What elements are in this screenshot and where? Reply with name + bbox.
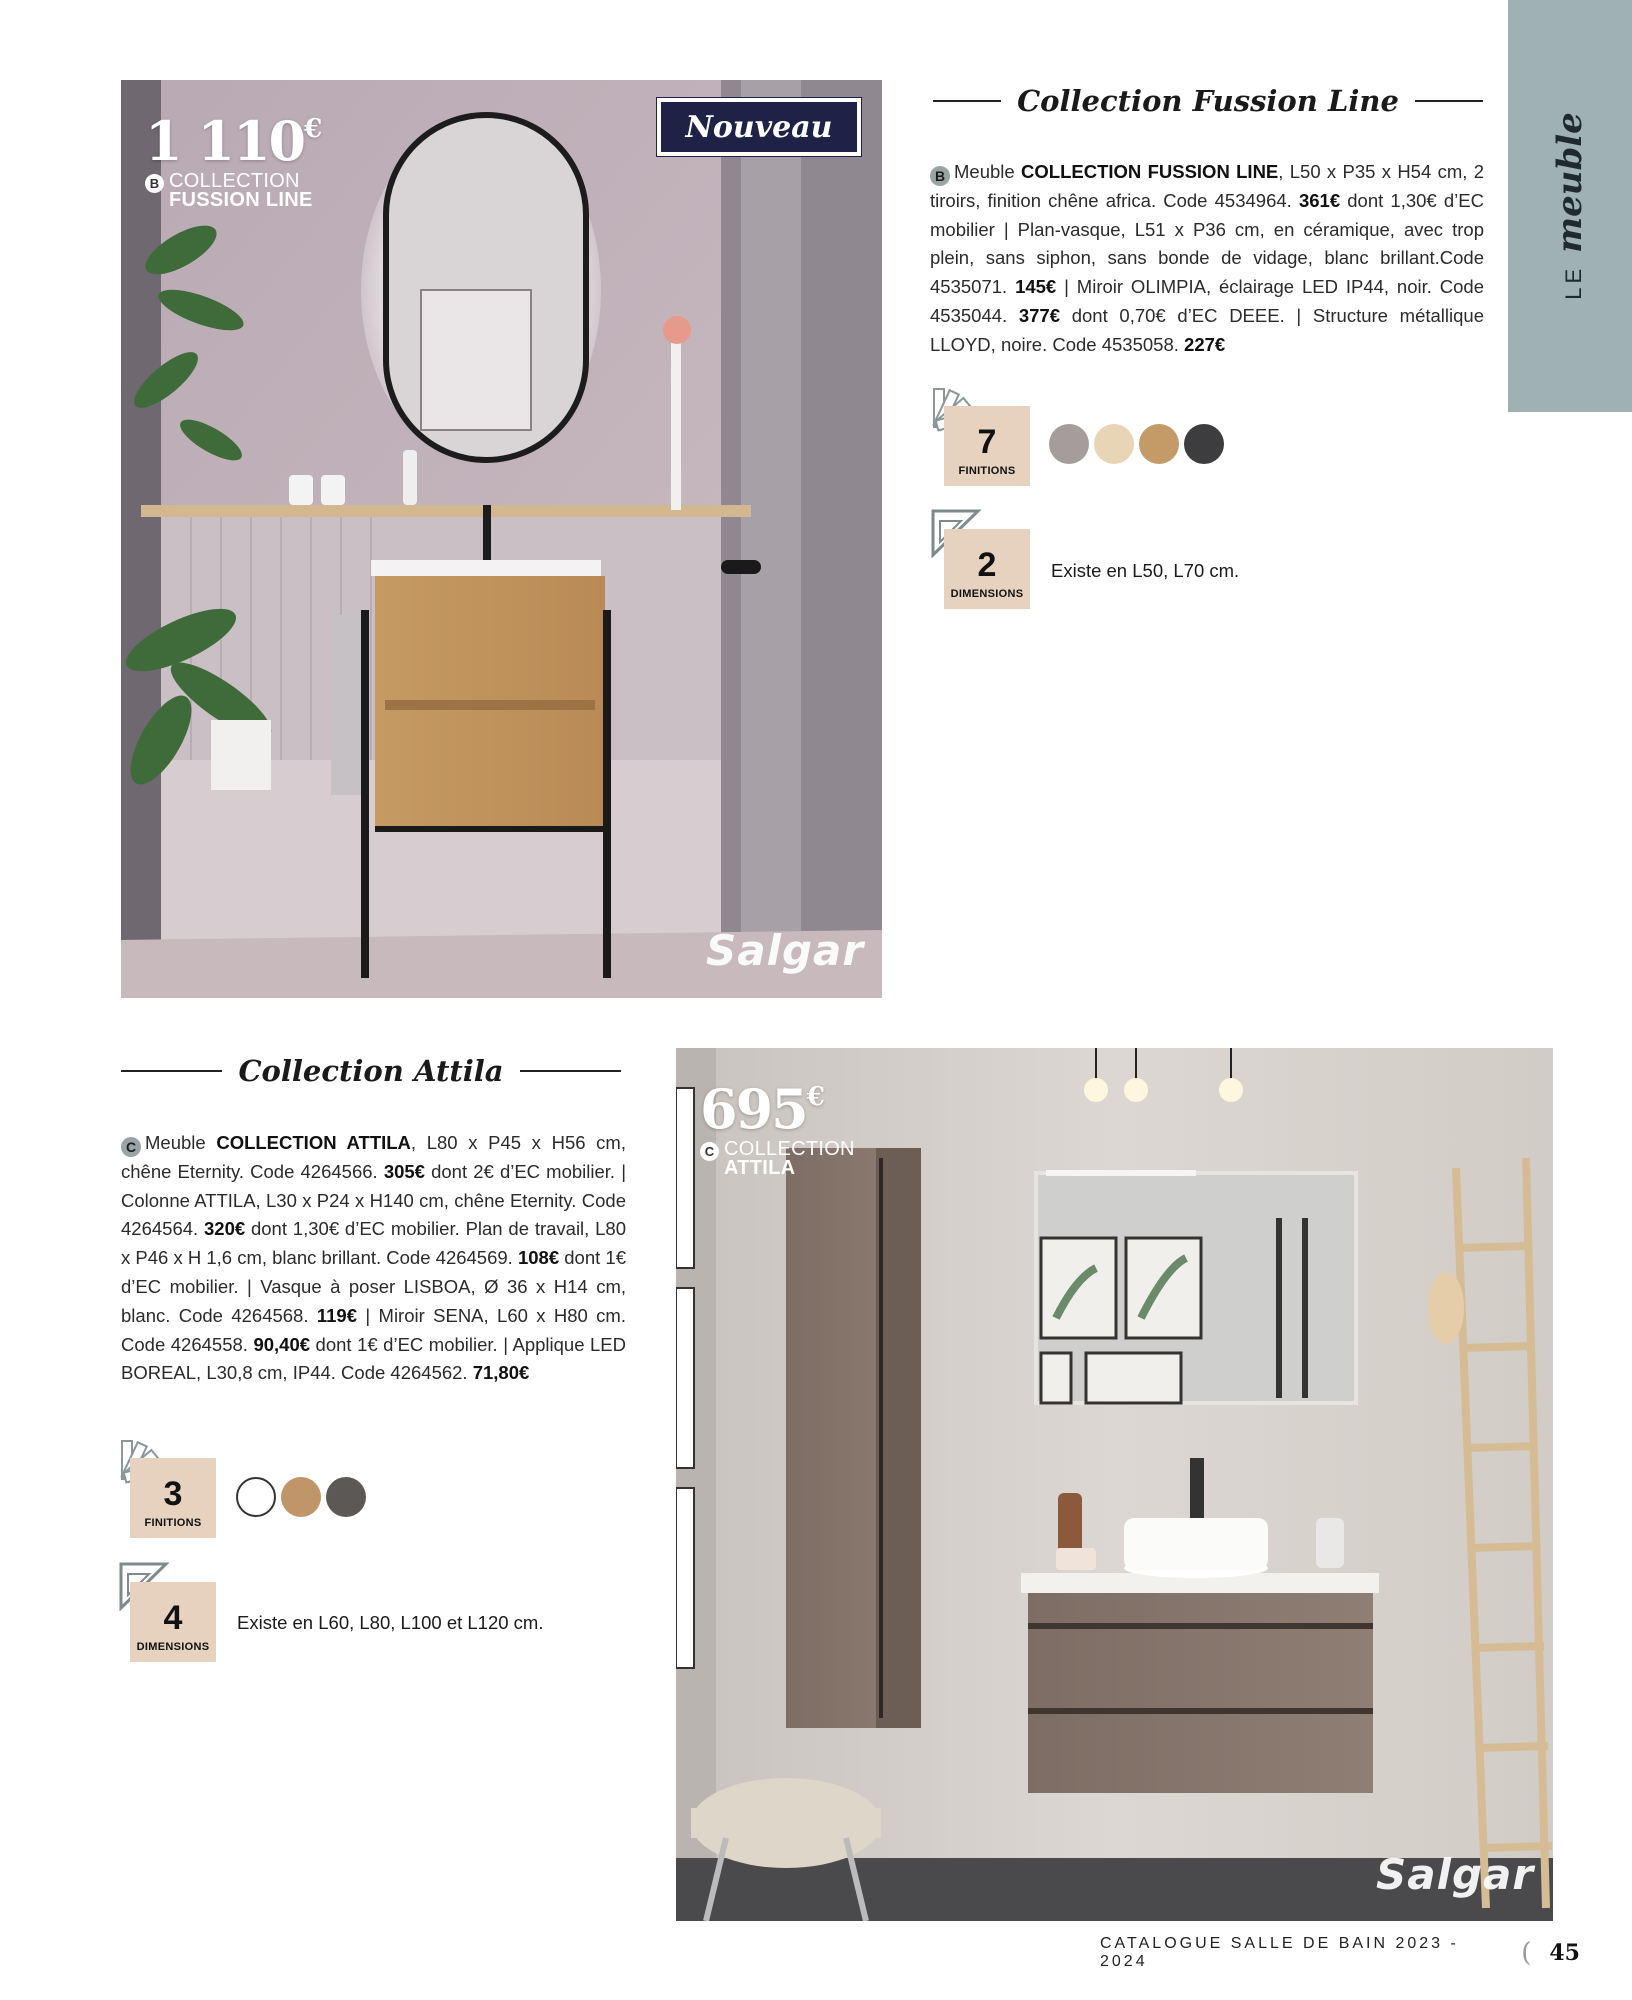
fussion-letter-badge: B xyxy=(145,174,164,193)
fussion-price: 1 110€ xyxy=(145,109,321,173)
attila-desc-badge: C xyxy=(121,1137,141,1157)
fussion-line-photo xyxy=(121,80,882,998)
catalogue-title: CATALOGUE SALLE DE BAIN 2023 - 2024 xyxy=(1100,1935,1459,1970)
fussion-swatch-oak[interactable] xyxy=(1139,424,1179,464)
page-number: 45 xyxy=(1549,1940,1580,1966)
attila-finitions-box xyxy=(130,1458,216,1538)
side-tab-label xyxy=(1508,0,1632,412)
attila-finitions-count: 3 xyxy=(163,1475,183,1513)
new-badge: Nouveau xyxy=(657,98,861,156)
attila-swatch-white[interactable] xyxy=(236,1477,276,1517)
fussion-desc-badge: B xyxy=(930,166,950,186)
attila-price: 695€ xyxy=(700,1077,823,1141)
fussion-finitions-box xyxy=(944,406,1030,486)
fussion-swatch-grey[interactable] xyxy=(1049,424,1089,464)
attila-heading-title: Collection Attila xyxy=(238,1054,504,1088)
fussion-swatch-light-oak[interactable] xyxy=(1094,424,1134,464)
fussion-dimensions-count: 2 xyxy=(977,546,997,584)
fussion-dimensions-box xyxy=(944,529,1030,609)
attila-overlay-line1: COLLECTION xyxy=(724,1138,855,1160)
side-tab-word: meuble xyxy=(1550,112,1591,253)
fussion-swatch-anthracite[interactable] xyxy=(1184,424,1224,464)
heading-rule-right xyxy=(520,1070,621,1072)
fussion-finitions-label: FINITIONS xyxy=(958,465,1016,477)
attila-finitions-label: FINITIONS xyxy=(144,1517,202,1529)
attila-dimensions-text: Existe en L60, L80, L100 et L120 cm. xyxy=(237,1612,544,1633)
fussion-dimensions-label: DIMENSIONS xyxy=(950,588,1024,600)
attila-description: C Meuble COLLECTION ATTILA, L80 x P45 x H56 cm, chêne Eternity. Code 4264566. 305€ dont 2€ d’EC mobilier. | Colonne ATTILA, L30 x P24 x H140 cm, chêne Eternity. Code 4264564. 320€ dont 1,30€ d’EC mobilier. Plan de travail, L80 x P46 x H 1,6 cm, blanc brillant. Code 4264569. 108€ dont 1€ d’EC mobilier. | Vasque à poser LISBOA, Ø 36 x H14 cm, blanc. Code 4264568. 119€ | Miroir SENA, L60 x H80 cm. Code 4264558. 90,40€ dont 1€ d’EC mobilier. | Applique LED BOREAL, L30,8 cm, IP44. Code 4264562. 71,80€ xyxy=(121,1132,627,1384)
fussion-heading-title: Collection Fussion Line xyxy=(1017,84,1399,118)
attila-photo xyxy=(676,1048,1553,1921)
attila-dimensions-count: 4 xyxy=(163,1599,183,1637)
attila-letter-badge: C xyxy=(700,1142,719,1161)
fussion-finitions-count: 7 xyxy=(977,423,997,461)
attila-price-overlay xyxy=(700,1077,855,1179)
fussion-brand-logo: Salgar xyxy=(706,926,865,975)
attila-dimensions-box xyxy=(130,1582,216,1662)
fussion-dimensions-text: Existe en L50, L70 cm. xyxy=(1051,560,1240,581)
fussion-overlay-line2: FUSSION LINE xyxy=(169,189,313,211)
attila-dimensions-label: DIMENSIONS xyxy=(136,1641,210,1653)
attila-illustration xyxy=(676,1048,1553,1921)
footer-bracket: ( xyxy=(1521,1938,1532,1968)
attila-heading xyxy=(121,1054,621,1088)
fussion-line-illustration xyxy=(121,80,882,998)
heading-rule-right xyxy=(1415,100,1483,102)
attila-swatch-oak[interactable] xyxy=(281,1477,321,1517)
fussion-price-overlay xyxy=(145,109,321,211)
fussion-description: B Meuble COLLECTION FUSSION LINE, L50 x P35 x H54 cm, 2 tiroirs, finition chêne africa. Code 4534964. 361€ dont 1,30€ d’EC mobilier | Plan-vasque, L51 x P36 cm, en céramique, avec trop plein, sans siphon, sans bonde de vidage, blanc brillant.Code 4535071. 145€ | Miroir OLIMPIA, éclairage LED IP44, noir. Code 4535044. 377€ dont 0,70€ d’EC DEEE. | Structure métallique LLOYD, noire. Code 4535058. 227€ xyxy=(930,161,1485,355)
fussion-heading xyxy=(933,84,1483,118)
attila-swatch-dark[interactable] xyxy=(326,1477,366,1517)
page-footer xyxy=(1100,1935,1580,1970)
side-tab-prefix: LE xyxy=(1561,264,1587,300)
attila-overlay-line2: ATTILA xyxy=(724,1157,796,1179)
attila-brand-logo: Salgar xyxy=(1376,1850,1535,1899)
fussion-overlay-line1: COLLECTION xyxy=(169,170,300,192)
heading-rule-left xyxy=(933,100,1001,102)
heading-rule-left xyxy=(121,1070,222,1072)
